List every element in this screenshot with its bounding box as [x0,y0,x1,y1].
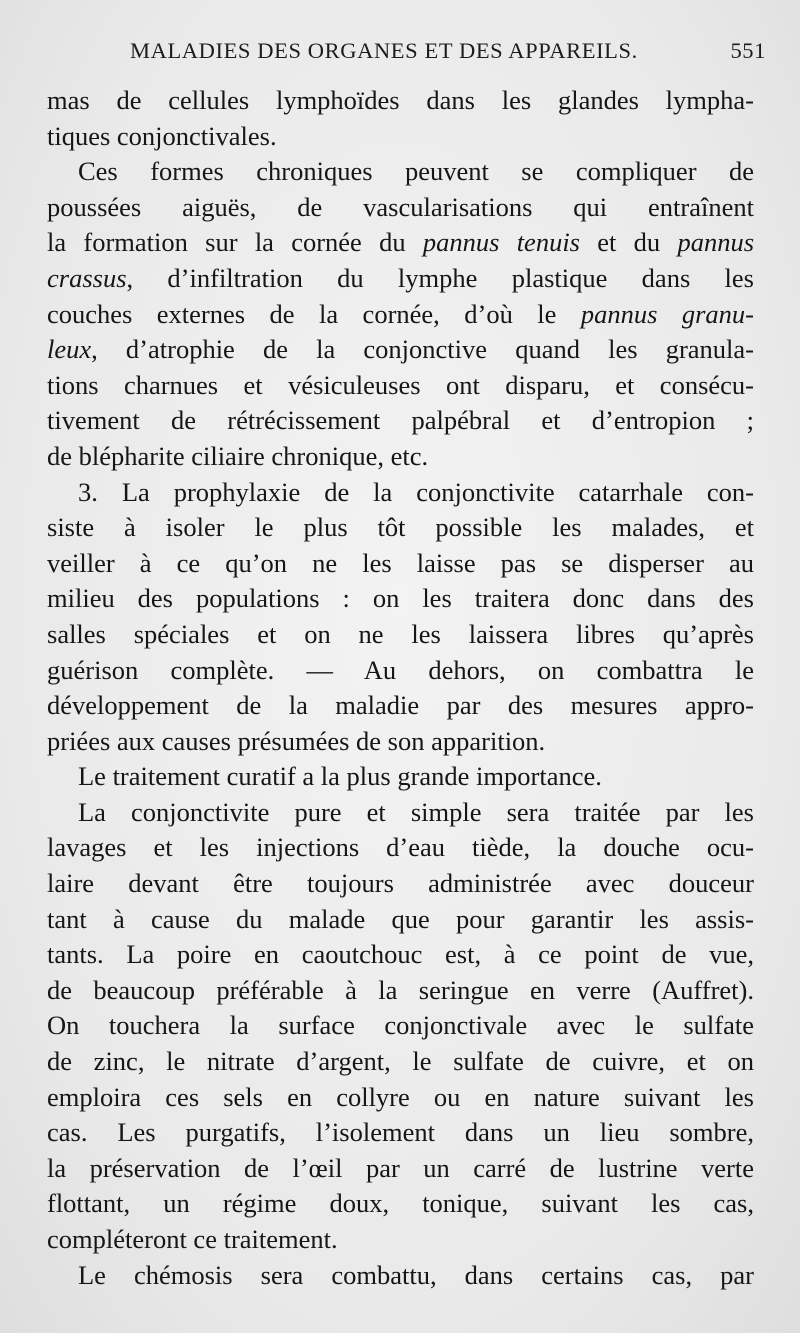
text-line: laire devant être toujours administrée avec douceur [47,868,754,899]
text-line [47,332,754,368]
text-line: flottant, un régime doux, tonique, suivant les cas, [47,1188,754,1219]
text-line: cas. Les purgatifs, l’isolement dans un lieu sombre, [47,1117,754,1148]
italic-term: pannus tenuis [422,227,580,258]
text-line: priées aux causes présumées de son apparition. [47,725,546,756]
text-line: tions charnues et vésiculeuses ont disparu, et consécu- [47,369,754,400]
italic-term: pannus [677,227,755,258]
text-span: couches externes de la cornée, d’où le [47,298,581,329]
body-text [47,83,754,1293]
text-span: et du [580,227,678,258]
text-line: emploira ces sels en collyre ou en nature suivant les [47,1081,754,1112]
page-header [130,38,766,64]
text-line: Le chémosis sera combattu, dans certains cas, par [78,1259,754,1290]
text-line: 3. La prophylaxie de la conjonctivite catarrhale con- [78,476,754,507]
running-title: MALADIES DES ORGANES ET DES APPAREILS. [130,38,638,63]
text-line: mas de cellules lymphoïdes dans les glandes lympha- [47,85,754,115]
text-line [47,297,754,333]
text-line: veiller à ce qu’on ne les laisse pas se disperser au [47,547,754,578]
text-line: On touchera la surface conjonctivale avec le sulfate [47,1010,754,1041]
text-line: compléteront ce traitement. [47,1224,338,1254]
text-line [47,261,754,297]
italic-term: pannus granu- [580,298,754,329]
text-line: guérison complète. — Au dehors, on combattra le [47,654,754,685]
text-line: tants. La poire en caoutchouc est, à ce point de vue, [47,939,754,970]
text-line: siste à isoler le plus tôt possible les malades, et [47,512,754,543]
text-line: tiques conjonctivales. [47,120,277,151]
text-line: Ces formes chroniques peuvent se compliquer de [78,156,754,187]
text-line: Le traitement curatif a la plus grande importance. [78,761,602,792]
text-span: , d’atrophie de la conjonctive quand les granula- [91,334,754,365]
text-line: de beaucoup préférable à la seringue en verre (Auffret). [47,974,754,1005]
text-line: poussées aiguës, de vascularisations qui entraînent [47,191,754,222]
italic-term: leux [47,334,92,365]
text-line: lavages et les injections d’eau tiède, la douche ocu- [47,832,754,863]
page-number: 551 [730,38,766,63]
text-line: milieu des populations : on les traitera donc dans des [47,583,754,614]
text-line: tant à cause du malade que pour garantir les assis- [47,903,754,934]
text-span: , d’infiltration du lymphe plastique dans les [126,262,754,293]
text-line: La conjonctivite pure et simple sera traitée par les [78,796,754,827]
text-line: salles spéciales et on ne les laissera libres qu’après [47,618,754,649]
text-line [47,225,754,261]
text-line: la préservation de l’œil par un carré de lustrine verte [47,1152,754,1183]
text-line: de blépharite ciliaire chronique, etc. [47,440,429,471]
text-line: tivement de rétrécissement palpébral et d’entropion ; [47,405,754,436]
text-line: développement de la maladie par des mesures appro- [47,690,754,721]
text-span: la formation sur la cornée du [47,227,423,258]
text-line: de zinc, le nitrate d’argent, le sulfate de cuivre, et on [47,1046,754,1077]
italic-term: crassus [47,262,127,293]
